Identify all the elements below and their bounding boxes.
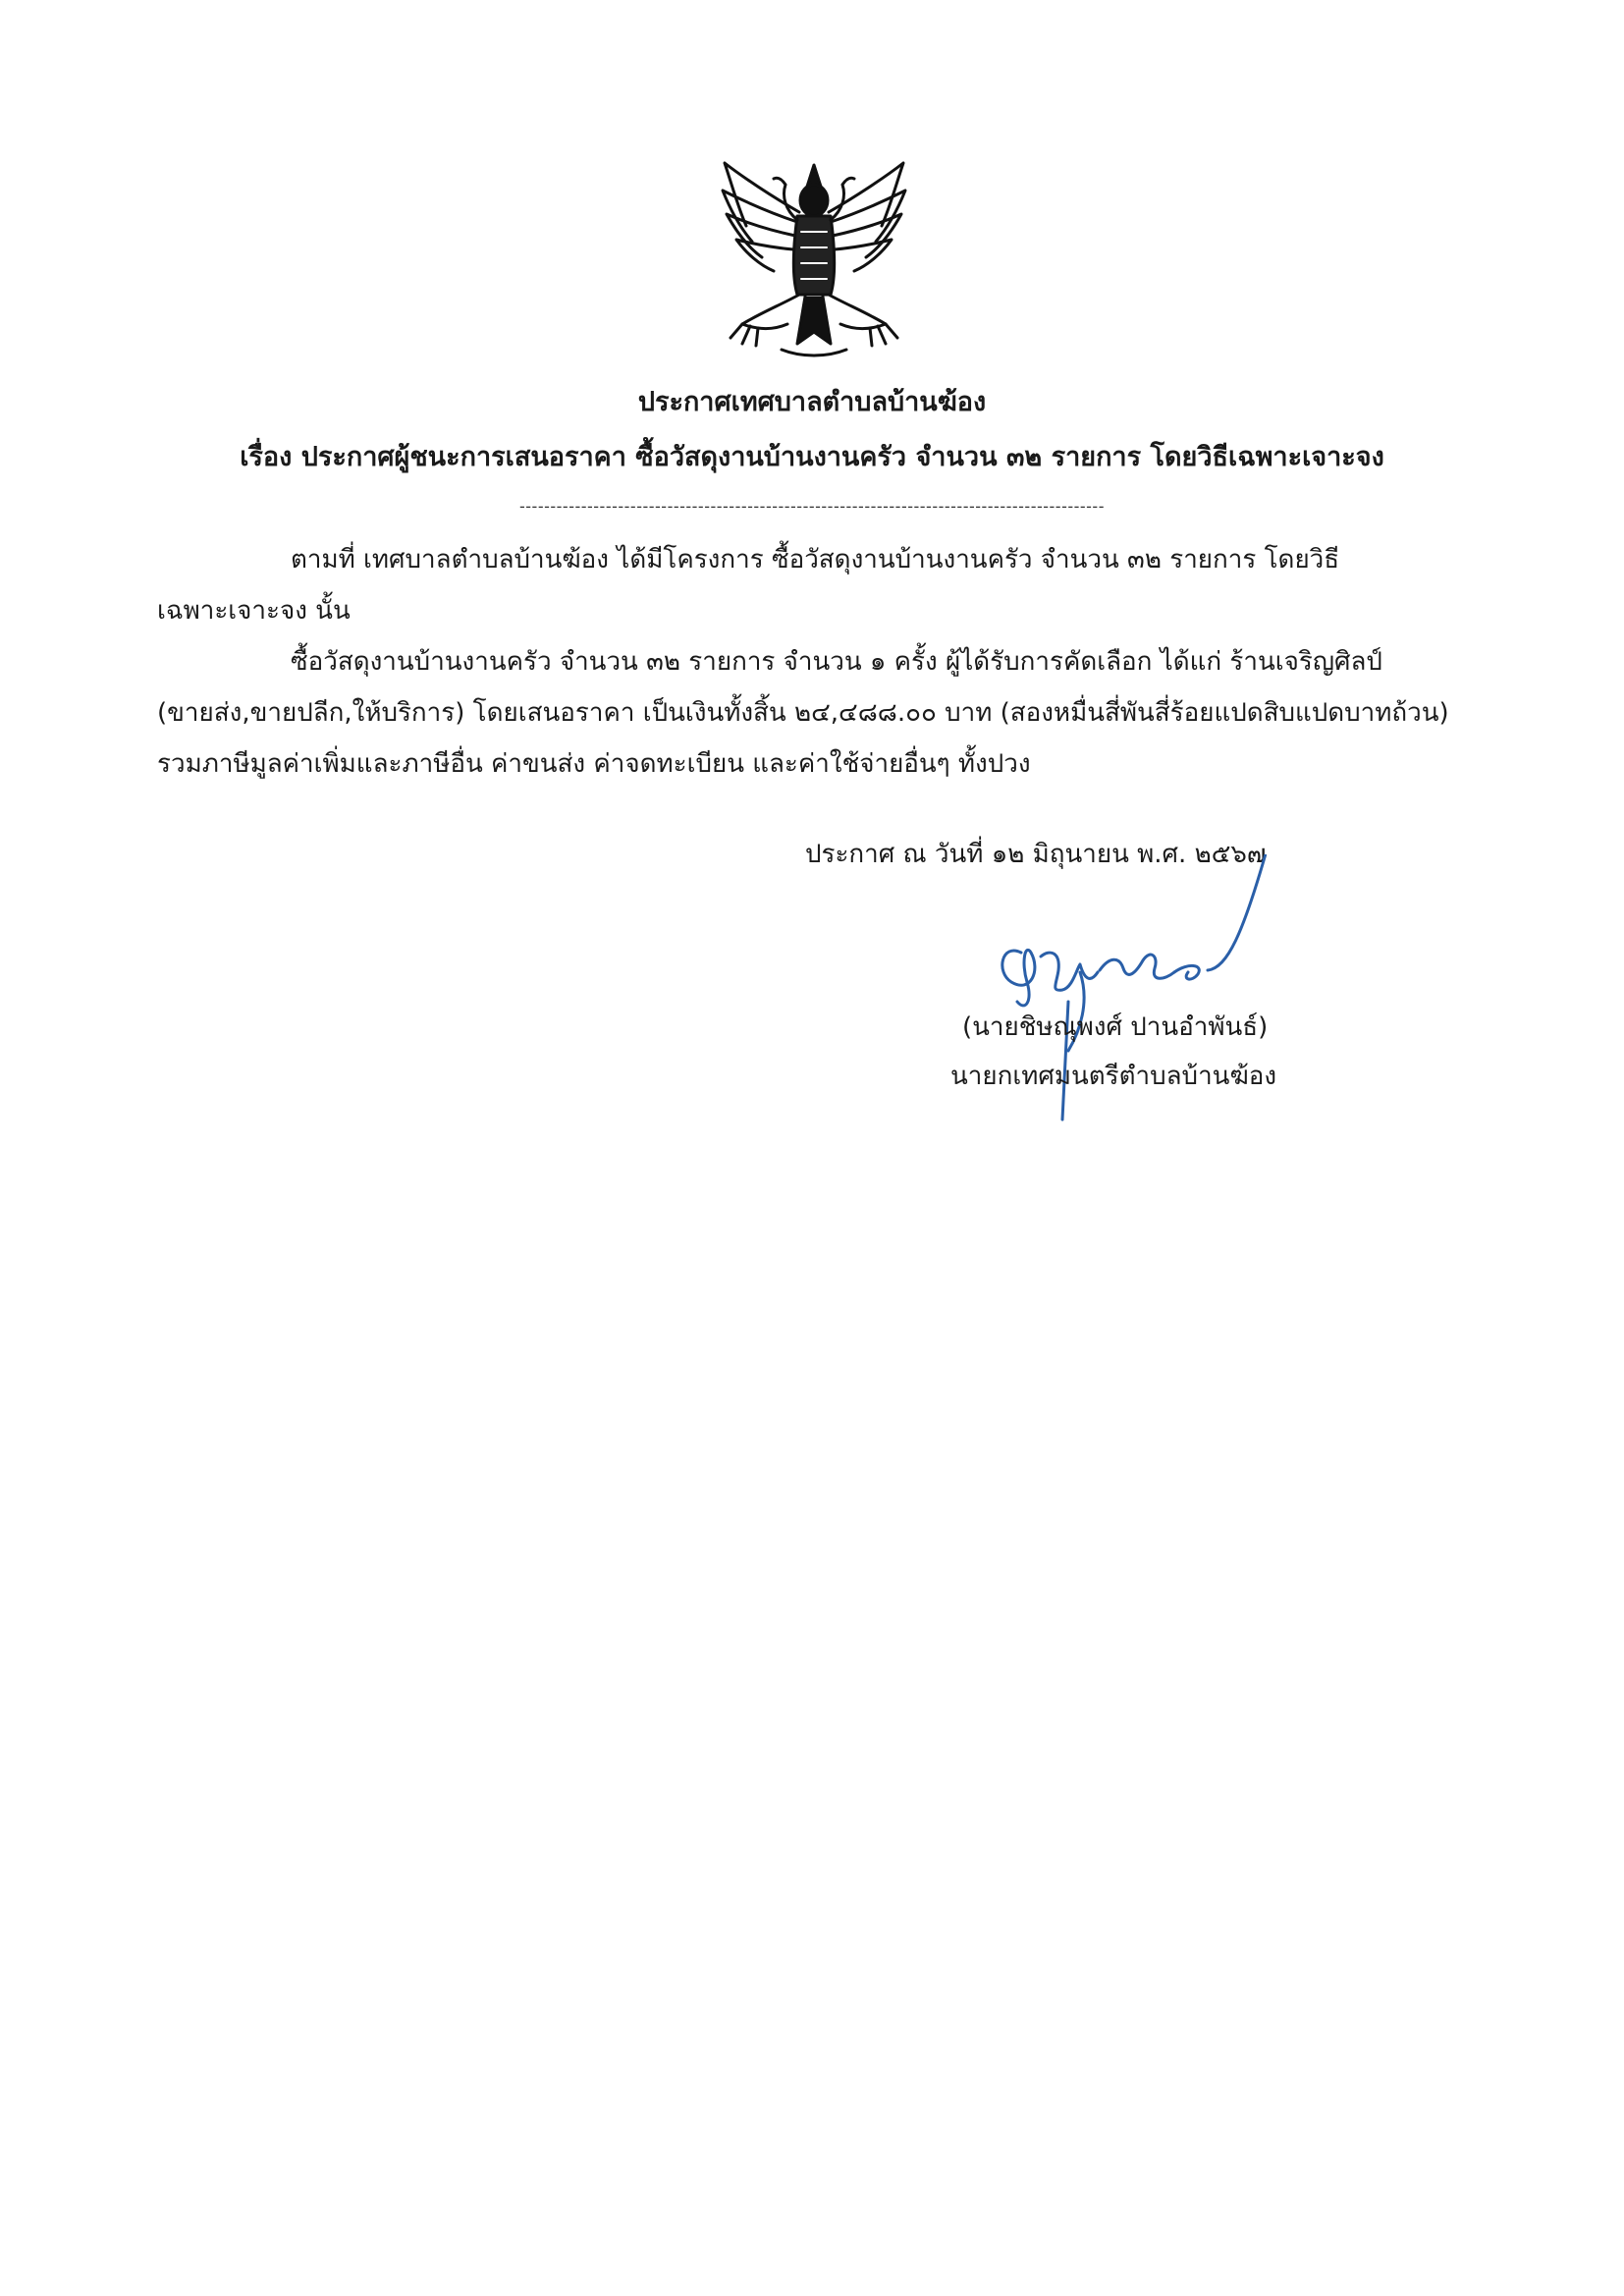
signer-name: (นายชิษณุพงศ์ ปานอำพันธ์) <box>962 1012 1269 1042</box>
announcement-subject: เรื่อง ประกาศผู้ชนะการเสนอราคา ซื้อวัสดุงานบ้านงานครัว จำนวน ๓๒ รายการ โดยวิธีเฉพาะเจาะจง <box>240 442 1384 472</box>
signer-position: นายกเทศมนตรีตำบลบ้านฆ้อง <box>950 1062 1277 1091</box>
paragraph-project <box>157 534 1459 636</box>
garuda-emblem-icon <box>703 157 925 365</box>
paragraph-line: รวมภาษีมูลค่าเพิ่มและภาษีอื่น ค่าขนส่ง ค่าจดทะเบียน และค่าใช้จ่ายอื่นๆ ทั้งปวง <box>157 749 1031 779</box>
handwritten-signature-icon <box>982 854 1267 1139</box>
paragraph-line: เฉพาะเจาะจง นั้น <box>157 596 351 626</box>
paragraph-line: (ขายส่ง,ขายปลีก,ให้บริการ) โดยเสนอราคา เป็นเงินทั้งสิ้น ๒๔,๔๘๘.๐๐ บาท (สองหมื่นสี่พันสี่ร้อยแปดสิบแปดบาทถ้วน) <box>157 698 1449 728</box>
announcement-title: ประกาศเทศบาลตำบลบ้านฆ้อง <box>637 387 987 417</box>
announcement-date: ประกาศ ณ วันที่ ๑๒ มิถุนายน พ.ศ. ๒๕๖๗ <box>805 840 1267 869</box>
paragraph-line: ตามที่ เทศบาลตำบลบ้านฆ้อง ได้มีโครงการ ซื้อวัสดุงานบ้านงานครัว จำนวน ๓๒ รายการ โดยวิธี <box>291 545 1340 574</box>
divider-line: ----------------------------------------------------------------------------------------------- <box>519 497 1105 516</box>
paragraph-winner <box>157 636 1459 790</box>
signature-block <box>805 835 1394 1129</box>
paragraph-line: ซื้อวัสดุงานบ้านงานครัว จำนวน ๓๒ รายการ จำนวน ๑ ครั้ง ผู้ได้รับการคัดเลือก ได้แก่ ร้านเจริญศิลป์ <box>291 647 1382 677</box>
